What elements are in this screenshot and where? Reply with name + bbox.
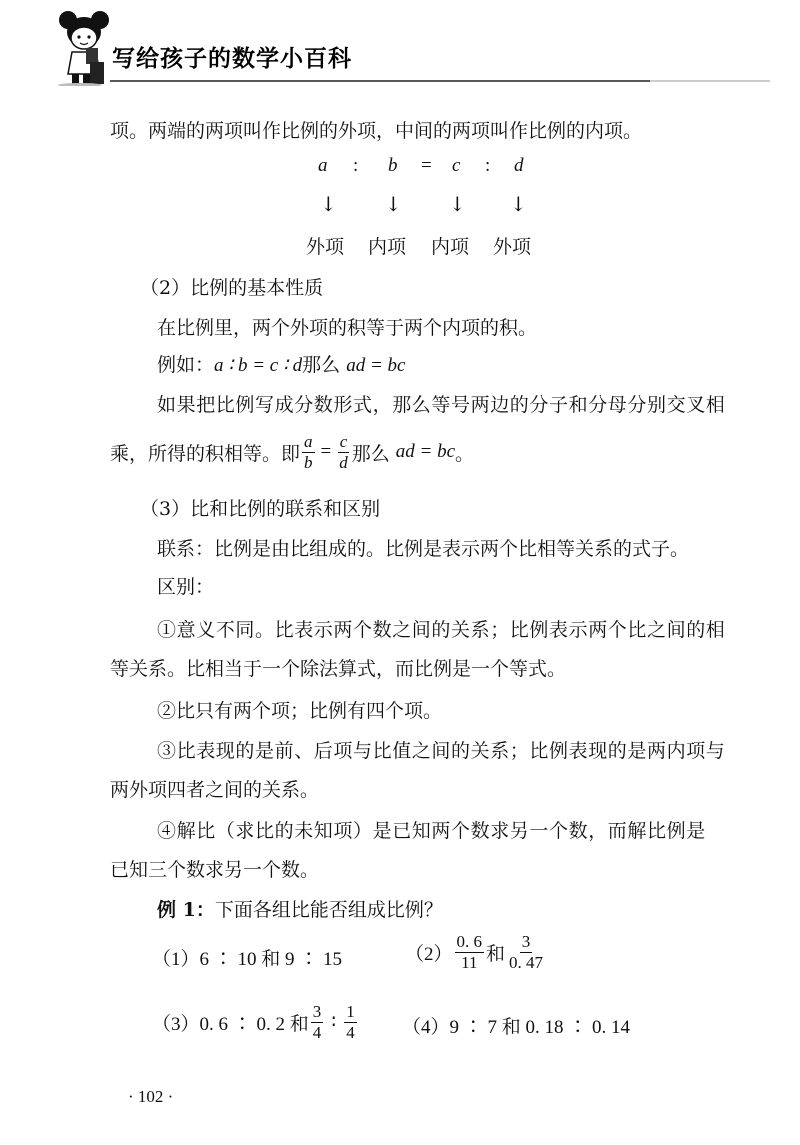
symbol-equals: = [421,155,432,176]
question-2 [405,932,547,972]
difference-item-4-line-2: 已知三个数求另一个数。 [110,859,320,881]
fraction-c-over-d [337,432,350,472]
fraction-denominator: 0. 47 [509,952,544,972]
section-2-paragraph-1: 在比例里，两个外项的积等于两个内项的积。 [157,317,538,339]
example-result: ad = bc [346,355,406,376]
fraction-numerator: 3 [521,932,531,951]
fraction-0.6-over-11 [455,932,485,972]
p2-then: 那么 [351,442,390,465]
fraction-3-over-0.47 [507,932,545,972]
difference-item-4-line-1: ④解比（求比的未知项）是已知两个数求另一个数，而解比例是 [157,820,706,842]
relation-paragraph: 联系：比例是由比组成的。比例是表示两个比相等关系的式子。 [157,538,690,560]
example-then: 那么 [302,354,341,376]
fraction-denominator: 4 [312,1022,322,1042]
example-1-label: 例 1： [157,899,215,921]
symbol-a: a [318,155,328,176]
question-1: （1）6 ∶ 10 和 9 ∶ 15 [152,949,343,970]
fraction-1-over-4 [344,1002,357,1042]
down-arrow-icon: ↓ [320,192,337,216]
ratio-colon: ∶ [331,1011,337,1033]
header-rule [110,70,770,76]
fraction-a-over-b [302,432,315,472]
difference-item-3-line-1: ③比表现的是前、后项与比值之间的关系；比例表现的是两内项与 [157,740,726,762]
page-number: · 102 · [128,1087,174,1106]
term-outer-2: 外项 [493,236,532,258]
fraction-numerator: 3 [312,1002,322,1021]
section-2-example [157,350,406,377]
term-inner-1: 内项 [368,236,407,258]
fraction-numerator: c [339,432,348,451]
fraction-denominator: 4 [346,1022,355,1042]
difference-label: 区别： [157,576,215,598]
section-2-paragraph-2-line-2 [110,432,474,472]
down-arrow-icon: ↓ [510,192,527,216]
fraction-denominator: 11 [461,952,478,972]
example-prefix: 例如： [157,354,215,376]
question-3-prefix: （3）0. 6 ∶ 0. 2 和 [152,1013,309,1035]
term-outer-1: 外项 [306,236,345,258]
difference-item-3-line-2: 两外项四者之间的关系。 [110,779,320,801]
section-2-paragraph-2-line-1: 如果把比例写成分数形式，那么等号两边的分子和分母分别交叉相 [157,394,726,416]
symbol-d: d [514,155,524,176]
example-1-text: 下面各组比能否组成比例？ [214,899,443,921]
difference-item-1-line-1: ①意义不同。比表示两个数之间的关系；比例表示两个比之间的相 [157,619,726,641]
down-arrow-icon: ↓ [385,192,402,216]
down-arrow-icon: ↓ [449,192,466,216]
term-inner-2: 内项 [431,236,470,258]
question-2-prefix: （2） [405,943,453,965]
fraction-numerator: 0. 6 [456,932,483,951]
fraction-numerator: a [304,432,313,451]
equals-sign: = [320,441,332,463]
example-ratio: a ∶ b = c ∶ d [214,355,303,376]
symbol-b: b [388,155,398,176]
question-2-and: 和 [486,942,506,965]
symbol-colon-1: : [353,155,359,176]
difference-item-1-line-2: 等关系。比相当于一个除法算式，而比例是一个等式。 [110,658,567,680]
section-3-heading: （3）比和比例的联系和区别 [140,498,381,520]
symbol-c: c [452,155,461,176]
section-2-heading: （2）比例的基本性质 [140,277,324,299]
question-4: （4）9 ∶ 7 和 0. 18 ∶ 0. 14 [402,1017,631,1038]
p2-end: 。 [455,442,475,465]
book-title: 写给孩子的数学小百科 [112,46,352,72]
fraction-numerator: 1 [346,1002,355,1021]
p2-prefix: 乘，所得的积相等。即 [110,442,301,465]
symbol-colon-2: : [485,155,491,176]
question-3 [152,1002,359,1042]
fraction-3-over-4 [311,1002,324,1042]
difference-item-2: ②比只有两个项；比例有四个项。 [157,700,443,722]
example-1-question [157,895,443,922]
p2-result: ad = bc [395,441,456,463]
fraction-denominator: d [339,452,348,472]
intro-line: 项。两端的两项叫作比例的外项，中间的两项叫作比例的内项。 [110,120,643,142]
fraction-denominator: b [304,452,313,472]
